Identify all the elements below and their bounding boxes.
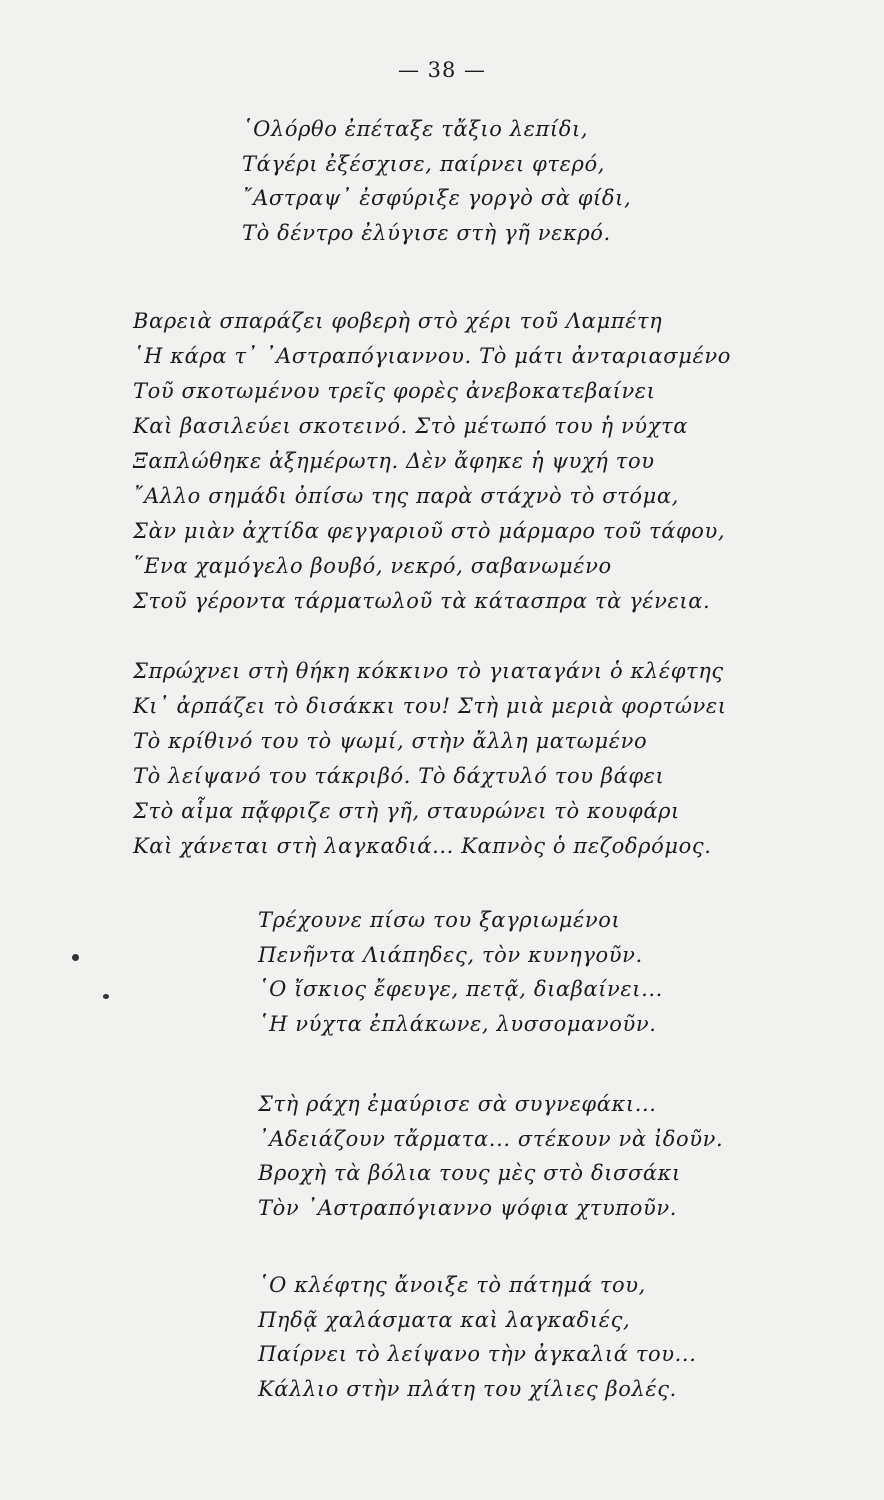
verse-line: ῾Η κάρα τ᾽ ᾽Αστραπόγιαννου. Τὸ μάτι ἀνταριασμένο [133, 344, 731, 368]
verse-line: Στοῦ γέροντα τάρματωλοῦ τὰ κάτασπρα τὰ γένεια. [133, 589, 711, 613]
verse-line: ῾Ο ἴσκιος ἔφευγε, πετᾷ, διαβαίνει... [258, 977, 663, 1001]
verse-line: Κάλλιο στὴν πλάτη του χίλιες βολές. [258, 1376, 677, 1401]
verse-line: Τὸ δέντρο ἐλύγισε στὴ γῆ νεκρό. [242, 220, 611, 245]
stanza-6 [258, 1268, 696, 1406]
stanza-5 [258, 1087, 723, 1225]
verse-line: ᾽Αδειάζουν τἄρματα... στέκουν νὰ ἰδοῦν. [258, 1126, 724, 1151]
stanza-1 [242, 112, 631, 250]
verse-line: Σπρώχνει στὴ θήκη κόκκινο τὸ γιαταγάνι ὁ κλέφτης [133, 659, 724, 683]
verse-line: ῎Αλλο σημάδι ὀπίσω της παρὰ στάχνὸ τὸ στόμα, [133, 484, 679, 508]
stanza-2 [133, 304, 731, 619]
verse-line: Καὶ βασιλεύει σκοτεινό. Στὸ μέτωπό του ἡ νύχτα [133, 414, 688, 438]
verse-line: Τὸ λείψανό του τάκριβό. Τὸ δάχτυλό του βάφει [133, 764, 665, 788]
verse-line: Σὰν μιὰν ἀχτίδα φεγγαριοῦ στὸ μάρμαρο τοῦ τάφου, [133, 519, 726, 543]
verse-line: Καὶ χάνεται στὴ λαγκαδιά... Καπνὸς ὁ πεζοδρόμος. [133, 834, 712, 858]
page-number: — 38 — [397, 58, 487, 82]
verse-line: Τὸν ᾽Αστραπόγιαννο ψόφια χτυποῦν. [258, 1195, 677, 1220]
verse-line: Παίρνει τὸ λείψανο τὴν ἀγκαλιά του... [258, 1342, 697, 1366]
verse-line: ῎Αστραψ᾽ ἐσφύριξε γοργὸ σὰ φίδι, [242, 186, 632, 210]
verse-line: Πηδᾷ χαλάσματα καὶ λαγκαδιές, [258, 1307, 631, 1332]
stanza-4 [258, 903, 663, 1041]
ink-speck [72, 954, 79, 961]
stanza-3 [133, 654, 727, 864]
verse-line: Τρέχουνε πίσω του ξαγριωμένοι [258, 908, 621, 932]
verse-line: Βροχὴ τὰ βόλια τους μὲς στὸ δισσάκι [258, 1161, 681, 1185]
verse-line: Τοῦ σκοτωμένου τρεῖς φορὲς ἀνεβοκατεβαίνει [133, 379, 656, 403]
verse-line: Στὸ αἷμα πᾄφριζε στὴ γῆ, σταυρώνει τὸ κουφάρι [133, 799, 680, 823]
verse-line: Βαρειὰ σπαράζει φοβερὴ στὸ χέρι τοῦ Λαμπέτη [133, 309, 663, 333]
ink-speck [103, 994, 109, 999]
verse-line: Κι᾽ ἀρπάζει τὸ δισάκκι του! Στὴ μιὰ μεριὰ φορτώνει [133, 694, 727, 718]
verse-line: ῞Ενα χαμόγελο βουβό, νεκρό, σαβανωμένο [133, 554, 612, 578]
verse-line: Τὸ κρίθινό του τὸ ψωμί, στὴν ἄλλη ματωμένο [133, 729, 648, 753]
verse-line: ῾Ο κλέφτης ἄνοιξε τὸ πάτημά του, [258, 1273, 646, 1297]
verse-line: Στὴ ράχη ἐμαύρισε σὰ συγνεφάκι... [258, 1092, 657, 1116]
verse-line: Ξαπλώθηκε ἀξημέρωτη. Δὲν ἄφηκε ἡ ψυχή του [133, 449, 655, 473]
verse-line: Πενῆντα Λιάπηδες, τὸν κυνηγοῦν. [258, 942, 643, 967]
verse-line: ῾Ολόρθο ἐπέταξε τἄξιο λεπίδι, [242, 117, 589, 141]
verse-line: ῾Η νύχτα ἐπλάκωνε, λυσσομανοῦν. [258, 1011, 657, 1036]
verse-line: Τάγέρι ἐξέσχισε, παίρνει φτερό, [242, 151, 605, 176]
